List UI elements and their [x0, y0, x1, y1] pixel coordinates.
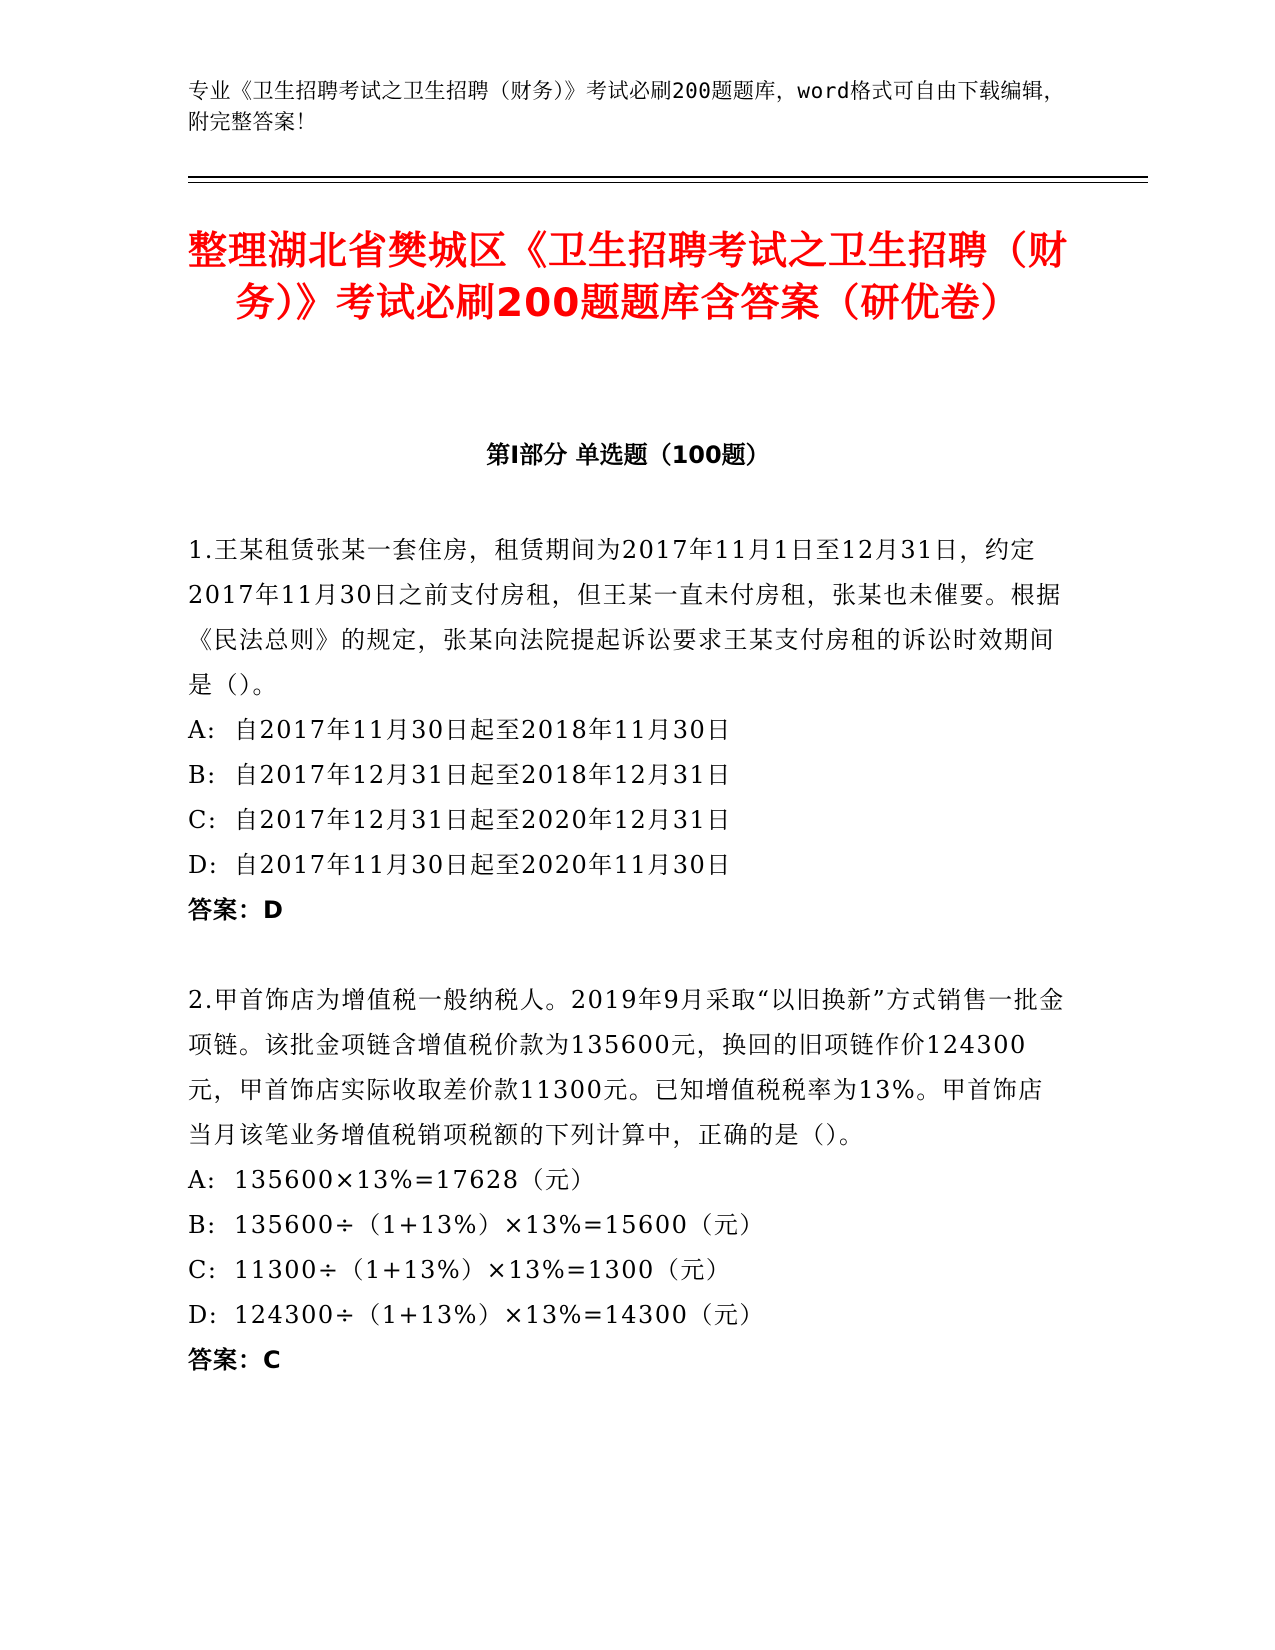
- option-letter: C:: [188, 1256, 218, 1284]
- option-text: 135600×13%=17628（元）: [234, 1166, 597, 1194]
- header-rule-thin: [188, 182, 1148, 183]
- option-text: 自2017年12月31日起至2018年12月31日: [234, 761, 732, 789]
- document-title: 整理湖北省樊城区《卫生招聘考试之卫生招聘（财务）》考试必刷200题题库含答案（研优卷）: [188, 229, 1069, 326]
- option-text: 11300÷（1+13%）×13%=1300（元）: [234, 1256, 732, 1284]
- option-text: 135600÷（1+13%）×13%=15600（元）: [234, 1211, 765, 1239]
- option-letter: C:: [188, 806, 218, 834]
- option-letter: D:: [188, 851, 219, 879]
- option-letter: A:: [188, 716, 217, 744]
- question-2: [188, 978, 1068, 1383]
- option-c: [188, 798, 1068, 843]
- option-letter: A:: [188, 1166, 217, 1194]
- answer-line: 答案：C: [188, 1346, 282, 1374]
- option-letter: B:: [188, 761, 217, 789]
- question-text: 1.王某租赁张某一套住房，租赁期间为2017年11月1日至12月31日，约定2017年11月30日之前支付房租，但王某一直未付房租，张某也未催要。根据《民法总则》的规定，张某向法院提起诉讼要求王某支付房租的诉讼时效期间是（）。: [188, 536, 1062, 699]
- option-b: [188, 1203, 1068, 1248]
- option-c: [188, 1248, 1068, 1293]
- answer-line: 答案：D: [188, 896, 284, 924]
- option-letter: B:: [188, 1211, 217, 1239]
- header-rule-thick: [188, 176, 1148, 178]
- option-letter: D:: [188, 1301, 219, 1329]
- option-text: 自2017年12月31日起至2020年12月31日: [234, 806, 732, 834]
- option-d: [188, 843, 1068, 888]
- option-text: 自2017年11月30日起至2020年11月30日: [234, 851, 732, 879]
- header-note: 专业《卫生招聘考试之卫生招聘（财务）》考试必刷200题题库，word格式可自由下载编辑，附完整答案！: [188, 79, 1065, 134]
- section-heading: 第Ⅰ部分 单选题（100题）: [486, 441, 770, 469]
- option-b: [188, 753, 1068, 798]
- option-text: 124300÷（1+13%）×13%=14300（元）: [234, 1301, 765, 1329]
- question-text: 2.甲首饰店为增值税一般纳税人。2019年9月采取“以旧换新”方式销售一批金项链。该批金项链含增值税价款为135600元，换回的旧项链作价124300元，甲首饰店实际收取差价款11300元。已知增值税税率为13%。甲首饰店当月该笔业务增值税销项税额的下列计算中，正确的是（）。: [188, 986, 1065, 1149]
- option-d: [188, 1293, 1068, 1338]
- option-a: [188, 1158, 1068, 1203]
- option-text: 自2017年11月30日起至2018年11月30日: [234, 716, 732, 744]
- question-1: [188, 528, 1068, 933]
- option-a: [188, 708, 1068, 753]
